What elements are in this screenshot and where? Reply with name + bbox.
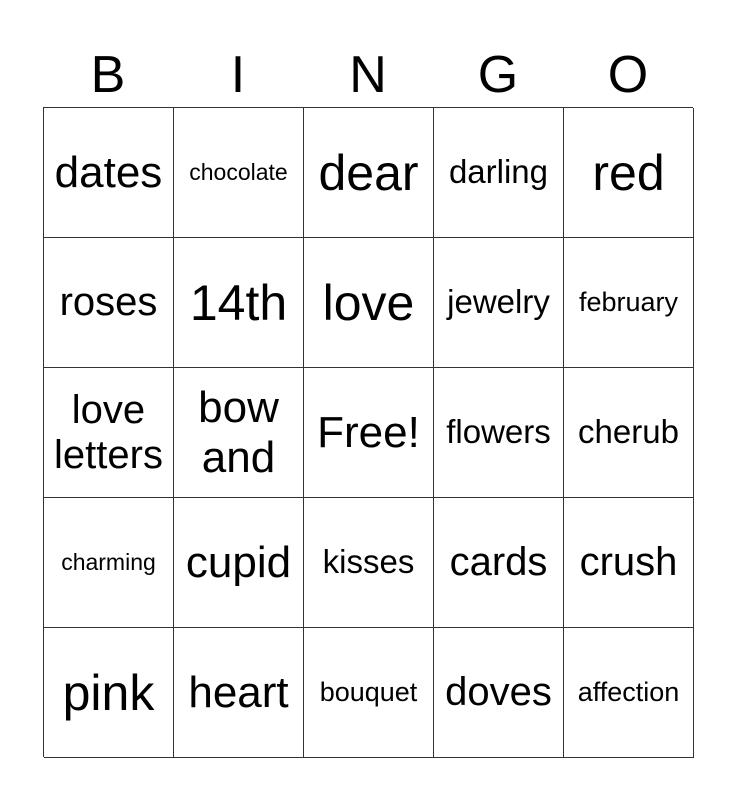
header-letter-n: N: [349, 46, 387, 104]
bingo-cell[interactable]: bow and: [174, 368, 304, 498]
bingo-cell[interactable]: bouquet: [304, 628, 434, 758]
header-letter-o: O: [607, 46, 649, 104]
header-letter-g: G: [477, 46, 519, 104]
bingo-cell[interactable]: 14th: [174, 238, 304, 368]
bingo-cell[interactable]: charming: [44, 498, 174, 628]
bingo-cell[interactable]: flowers: [434, 368, 564, 498]
bingo-cell[interactable]: jewelry: [434, 238, 564, 368]
bingo-cell[interactable]: affection: [564, 628, 694, 758]
bingo-header: [43, 44, 693, 106]
bingo-cell[interactable]: crush: [564, 498, 694, 628]
header-letter-i: I: [230, 46, 246, 104]
free-space-cell[interactable]: Free!: [304, 368, 434, 498]
bingo-cell[interactable]: red: [564, 108, 694, 238]
header-letter-b: B: [90, 46, 126, 104]
bingo-cell[interactable]: love letters: [44, 368, 174, 498]
bingo-board: [43, 107, 693, 757]
bingo-cell[interactable]: cards: [434, 498, 564, 628]
bingo-cell[interactable]: heart: [174, 628, 304, 758]
bingo-cell[interactable]: love: [304, 238, 434, 368]
bingo-cell[interactable]: february: [564, 238, 694, 368]
bingo-cell[interactable]: cupid: [174, 498, 304, 628]
bingo-cell[interactable]: darling: [434, 108, 564, 238]
bingo-cell[interactable]: chocolate: [174, 108, 304, 238]
bingo-cell[interactable]: kisses: [304, 498, 434, 628]
bingo-cell[interactable]: doves: [434, 628, 564, 758]
bingo-cell[interactable]: dates: [44, 108, 174, 238]
bingo-cell[interactable]: dear: [304, 108, 434, 238]
bingo-cell[interactable]: roses: [44, 238, 174, 368]
bingo-cell[interactable]: cherub: [564, 368, 694, 498]
bingo-cell[interactable]: pink: [44, 628, 174, 758]
